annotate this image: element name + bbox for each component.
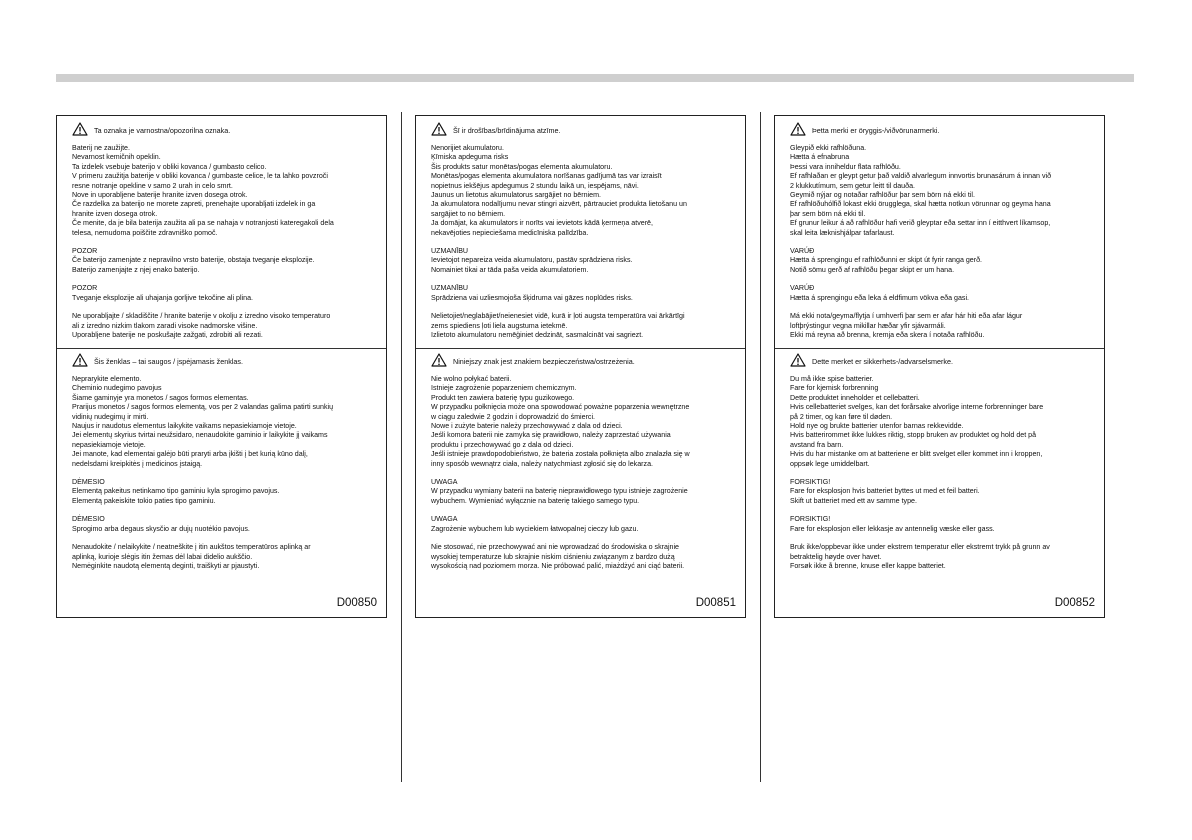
warning-triangle-icon	[431, 353, 453, 369]
text-line: Ef rafhlöðuhólfið lokast ekki örugglega, skal hætta notkun vörunnar og geyma hana	[790, 200, 1051, 209]
warning-triangle-icon	[72, 353, 94, 369]
text-line: POZOR	[72, 284, 98, 293]
text-line: Če baterijo zamenjate z nepravilno vrsto baterije, obstaja tveganje eksplozije.	[72, 256, 315, 265]
text-block	[72, 247, 376, 275]
header-rule	[56, 74, 1134, 82]
text-block	[431, 144, 735, 238]
text-line: nedelsdami kreipkitės į medicinos įstaigą.	[72, 459, 203, 468]
text-block	[431, 247, 735, 275]
text-line: Má ekki nota/geyma/flytja í umhverfi þar sem er afar hár hiti eða afar lágur	[790, 312, 1023, 321]
text-line: Ef grunur leikur á að rafhlöður hafi verið gleyptar eða settar inn í eitthvert líkamsop,	[790, 219, 1051, 228]
text-line: wybuchem. Wymieniać wyłącznie na baterię takiego samego typu.	[431, 496, 640, 505]
section-separator	[775, 348, 1104, 349]
text-line: Nenaudokite / nelaikykite / neatneškite į itin aukštos temperatūros aplinką ar	[72, 543, 311, 552]
text-line: Nomainiet tikai ar tāda paša veida akumulatoriem.	[431, 265, 589, 274]
text-line: Hætta á efnabruna	[790, 153, 850, 162]
text-line: FORSIKTIG!	[790, 478, 831, 487]
text-line: w ciągu zaledwie 2 godzin i doprowadzić do śmierci.	[431, 412, 596, 421]
text-line: VARÚÐ	[790, 247, 815, 256]
text-block	[72, 312, 376, 340]
text-line: loftþrýstingur vegna mikillar hæðar yfir sjávarmáli.	[790, 321, 946, 330]
warning-triangle-icon	[431, 122, 453, 138]
text-line: resne notranje opekline v samo 2 urah in celo smrt.	[72, 181, 233, 190]
section-header	[431, 352, 735, 370]
section-header-text: Šī ir drošības/brīdinājuma atzīme.	[453, 125, 561, 135]
text-block	[790, 247, 1094, 275]
text-block	[72, 375, 376, 469]
section-header	[72, 352, 376, 370]
text-line: Elementą pakeiskite tokio paties tipo gaminiu.	[72, 496, 216, 505]
text-line: wysokością nad poziomem morza. Nie próbować palić, miażdżyć ani ciąć baterii.	[431, 561, 685, 570]
text-line: Uporabljene baterije ne poskušajte zažgati, zdrobiti ali rezati.	[72, 330, 263, 339]
warning-section	[57, 121, 386, 349]
text-line: Baterij ne zaužijte.	[72, 144, 130, 152]
text-block	[790, 543, 1094, 571]
section-header	[431, 121, 735, 139]
text-line: Fare for eksplosjon hvis batteriet byttes ut med et feil batteri.	[790, 487, 980, 496]
section-header-text: Ta oznaka je varnostna/opozorilna oznaka.	[94, 125, 231, 135]
text-line: Dette produktet inneholder et cellebatteri.	[790, 393, 920, 402]
text-line: produktu i przechowywać go z dala od dzieci.	[431, 440, 574, 449]
text-block	[790, 144, 1094, 238]
warning-section	[57, 352, 386, 580]
text-line: UWAGA	[431, 478, 458, 487]
text-line: skal leita læknishjálpar tafarlaust.	[790, 228, 895, 237]
text-line: Jeśli istnieje prawdopodobieństwo, że bateria została połknięta albo znalazła się w	[431, 450, 690, 459]
text-line: Bruk ikke/oppbevar ikke under ekstrem temperatur eller ekstremt trykk på grunn av	[790, 543, 1050, 552]
text-block	[431, 284, 735, 303]
text-line: Hætta á sprengingu ef rafhlöðunni er skipt út fyrir ranga gerð.	[790, 256, 983, 265]
text-line: VARÚÐ	[790, 284, 815, 293]
text-line: 2 klukkutímum, sem getur leitt til dauða.	[790, 181, 915, 190]
text-line: Nenorijiet akumulatoru.	[431, 144, 504, 152]
text-block	[72, 284, 376, 303]
text-block	[790, 478, 1094, 506]
text-line: aplinką, kurioje slėgis itin žemas dėl labai didelio aukščio.	[72, 552, 253, 561]
label-code: D00852	[1054, 597, 1095, 609]
text-line: Nowe i zużyte baterie należy przechowywać z dala od dzieci.	[431, 422, 623, 431]
text-line: Monētas/pogas elementa akumulatora norīšanas gadījumā tas var izraisīt	[431, 172, 662, 181]
text-line: Ne uporabljajte / skladiščite / hranite baterije v okolju z izredno visoko temperaturo	[72, 312, 331, 321]
text-line: Notið sömu gerð af rafhlöðu þegar skipt er um hana.	[790, 265, 955, 274]
column-divider	[401, 112, 402, 782]
text-line: inny sposób wewnątrz ciała, należy natychmiast zgłosić się do lekarza.	[431, 459, 653, 468]
text-line: hranite izven dosega otrok.	[72, 209, 158, 218]
text-line: POZOR	[72, 247, 98, 256]
warning-triangle-icon	[790, 353, 812, 369]
label-code: D00851	[695, 597, 736, 609]
warning-triangle-icon	[790, 122, 812, 138]
text-line: þar sem börn ná ekki til.	[790, 209, 866, 218]
text-line: Elementą pakeitus netinkamo tipo gaminiu kyla sprogimo pavojus.	[72, 487, 280, 496]
text-block	[790, 375, 1094, 469]
section-header	[790, 121, 1094, 139]
text-line: betraktelig høyde over havet.	[790, 552, 882, 561]
text-line: Þessi vara inniheldur flata rafhlöðu.	[790, 162, 901, 171]
text-line: Hvis du har mistanke om at batteriene er blitt svelget eller kommet inn i kroppen,	[790, 450, 1043, 459]
text-line: Sprogimo arba degaus skysčio ar dujų nuotėkio pavojus.	[72, 524, 250, 533]
text-line: Gleypið ekki rafhlöðuna.	[790, 144, 867, 152]
text-block	[72, 543, 376, 571]
text-block	[72, 478, 376, 506]
warning-section	[775, 352, 1104, 580]
text-line: DĖMESIO	[72, 478, 105, 487]
warning-section	[416, 121, 745, 349]
text-line: Hvis batterirommet ikke lukkes riktig, stopp bruken av produktet og hold det på	[790, 431, 1037, 440]
text-line: Nie stosować, nie przechowywać ani nie wprowadzać do środowiska o skrajnie	[431, 543, 680, 552]
text-block	[790, 284, 1094, 303]
text-line: W przypadku wymiany baterii na baterię nieprawidłowego typu istnieje zagrożenie	[431, 487, 688, 496]
text-line: Ja domājat, ka akumulators ir norīts vai ievietots kādā ķermeņa atverē,	[431, 219, 653, 228]
section-header-text: Šis ženklas – tai saugos / įspėjamasis ženklas.	[94, 356, 244, 366]
section-header	[72, 121, 376, 139]
text-line: wysokiej temperaturze lub skrajnie niskim ciśnieniu związanym z bardzo dużą	[431, 552, 675, 561]
text-line: nekavējoties nepieciešama medicīniska palīdzība.	[431, 228, 589, 237]
text-line: Prarijus monetos / sagos formos elementą, vos per 2 valandas galima patirti sunkių	[72, 403, 334, 412]
text-block	[790, 515, 1094, 534]
section-separator	[57, 348, 386, 349]
text-line: Produkt ten zawiera baterię typu guzikowego.	[431, 393, 575, 402]
text-line: UZMANĪBU	[431, 284, 469, 293]
text-line: V primeru zaužitja baterije v obliki kovanca / gumbaste celice, le ta lahko povzroči	[72, 172, 328, 181]
text-line: Fare for kjemisk forbrenning	[790, 384, 879, 393]
text-line: Skift ut batteriet med ett av samme type.	[790, 496, 917, 505]
text-line: Du må ikke spise batterier.	[790, 375, 874, 383]
text-line: Istnieje zagrożenie poparzeniem chemicznym.	[431, 384, 577, 393]
section-separator	[416, 348, 745, 349]
text-line: på 2 timer, og kan føre til døden.	[790, 412, 893, 421]
text-block	[431, 515, 735, 534]
text-line: nopietnus iekšējus apdegumus 2 stundu laikā un, iespējams, nāvi.	[431, 181, 639, 190]
text-line: Jeśli komora baterii nie zamyka się prawidłowo, należy zaprzestać używania	[431, 431, 671, 440]
text-line: Hvis cellebatteriet svelges, kan det forårsake alvorlige interne forbrenninger bare	[790, 403, 1044, 412]
text-line: Ievietojot nepareiza veida akumulatoru, pastāv sprādziena risks.	[431, 256, 633, 265]
text-line: Ja akumulatora nodalījumu nevar stingri aizvērt, pārtrauciet produkta lietošanu un	[431, 200, 687, 209]
text-line: Če menite, da je bila baterija zaužita ali pa se nahaja v notranjosti kateregakoli dela	[72, 219, 334, 228]
text-block	[431, 478, 735, 506]
text-line: Neprarykite elemento.	[72, 375, 142, 383]
text-line: zems spiediens ļoti liela augstuma ietekmē.	[431, 321, 568, 330]
text-line: Izlietoto akumulatoru nemēģiniet dedzināt, sasmalcināt vai sagriezt.	[431, 330, 644, 339]
text-line: vidinių nudegimų ir mirti.	[72, 412, 149, 421]
warning-section	[416, 352, 745, 580]
text-line: Ef rafhlaðan er gleypt getur það valdið alvarlegum innvortis brunasárum á innan við	[790, 172, 1052, 181]
text-line: telesa, nemudoma poiščite zdravniško pomoč.	[72, 228, 218, 237]
text-line: nepasiekiamoje vietoje.	[72, 440, 146, 449]
section-header	[790, 352, 1094, 370]
text-line: oppsøk lege umiddelbart.	[790, 459, 870, 468]
text-block	[431, 543, 735, 571]
text-line: Nemėginkite naudotą elementą deginti, traiškyti ar pjaustyti.	[72, 561, 260, 570]
text-line: sargājiet to no bērniem.	[431, 209, 506, 218]
text-line: Ekki má reyna að brenna, kremja eða skera í notaða rafhlöðu.	[790, 330, 985, 339]
text-line: W przypadku połknięcia może ona spowodować poważne poparzenia wewnętrzne	[431, 403, 690, 412]
text-line: Geymið nýjar og notaðar rafhlöður þar sem börn ná ekki til.	[790, 191, 975, 200]
text-line: Če razdelka za baterijo ne morete zapreti, prenehajte uporabljati izdelek in ga	[72, 200, 316, 209]
text-line: Nevarnost kemičnih opeklin.	[72, 153, 161, 162]
text-line: UWAGA	[431, 515, 458, 524]
warning-label-panel	[415, 115, 746, 618]
warning-label-panel	[774, 115, 1105, 618]
text-block	[72, 515, 376, 534]
section-header-text: Niniejszy znak jest znakiem bezpieczeństwa/ostrzeżenia.	[453, 356, 635, 366]
text-block	[431, 312, 735, 340]
text-line: Sprādziena vai uzliesmojoša šķidruma vai gāzes noplūdes risks.	[431, 293, 633, 302]
warning-triangle-icon	[72, 122, 94, 138]
text-line: Jaunus un lietotus akumulatorus sargājiet no bērniem.	[431, 191, 601, 200]
section-header-text: Dette merket er sikkerhets-/advarselsmerke.	[812, 356, 953, 366]
text-line: Šis produkts satur monētas/pogas elementa akumulatoru.	[431, 162, 613, 171]
text-line: Forsøk ikke å brenne, knuse eller kappe batteriet.	[790, 561, 946, 570]
text-line: Jei elementų skyrius tvirtai neužsidaro, nenaudokite gaminio ir laikykite jį vaikams	[72, 431, 328, 440]
text-line: Hold nye og brukte batterier utenfor barnas rekkevidde.	[790, 422, 964, 431]
text-line: FORSIKTIG!	[790, 515, 831, 524]
text-line: Nie wolno połykać baterii.	[431, 375, 512, 383]
text-line: Jei manote, kad elementai galėjo būti praryti arba įkišti į bet kurią kūno dalį,	[72, 450, 308, 459]
text-line: Fare for eksplosjon eller lekkasje av antennelig væske eller gass.	[790, 524, 995, 533]
section-header-text: Þetta merki er öryggis-/viðvörunarmerki.	[812, 125, 940, 135]
text-line: ali z izredno nizkim tlakom zaradi visoke nadmorske višine.	[72, 321, 258, 330]
text-line: Nelietojiet/neglabājiet/neienesiet vidē, kurā ir ļoti augsta temperatūra vai ārkārtīgi	[431, 312, 685, 321]
text-line: Hætta á sprengingu eða leka á eldfimum vökva eða gasi.	[790, 293, 970, 302]
warning-label-panel	[56, 115, 387, 618]
text-line: Ta izdelek vsebuje baterijo v obliki kovanca / gumbasto celico.	[72, 162, 267, 171]
text-line: Nove in uporabljene baterije hranite izven dosega otrok.	[72, 191, 248, 200]
text-line: DĖMESIO	[72, 515, 105, 524]
text-line: Cheminio nudegimo pavojus	[72, 384, 162, 393]
warning-section	[775, 121, 1104, 349]
text-block	[790, 312, 1094, 340]
text-line: UZMANĪBU	[431, 247, 469, 256]
text-line: Šiame gaminyje yra monetos / sagos formos elementas.	[72, 393, 249, 402]
text-block	[431, 375, 735, 469]
text-line: Tveganje eksplozije ali uhajanja gorljive tekočine ali plina.	[72, 293, 253, 302]
label-code: D00850	[336, 597, 377, 609]
text-line: Zagrożenie wybuchem lub wyciekiem łatwopalnej cieczy lub gazu.	[431, 524, 639, 533]
text-line: Naujus ir naudotus elementus laikykite vaikams nepasiekiamoje vietoje.	[72, 422, 297, 431]
text-block	[72, 144, 376, 238]
text-line: Ķīmiska apdeguma risks	[431, 153, 509, 162]
column-divider	[760, 112, 761, 782]
text-line: Baterijo zamenjajte z njej enako baterijo.	[72, 265, 200, 274]
text-line: avstand fra barn.	[790, 440, 844, 449]
